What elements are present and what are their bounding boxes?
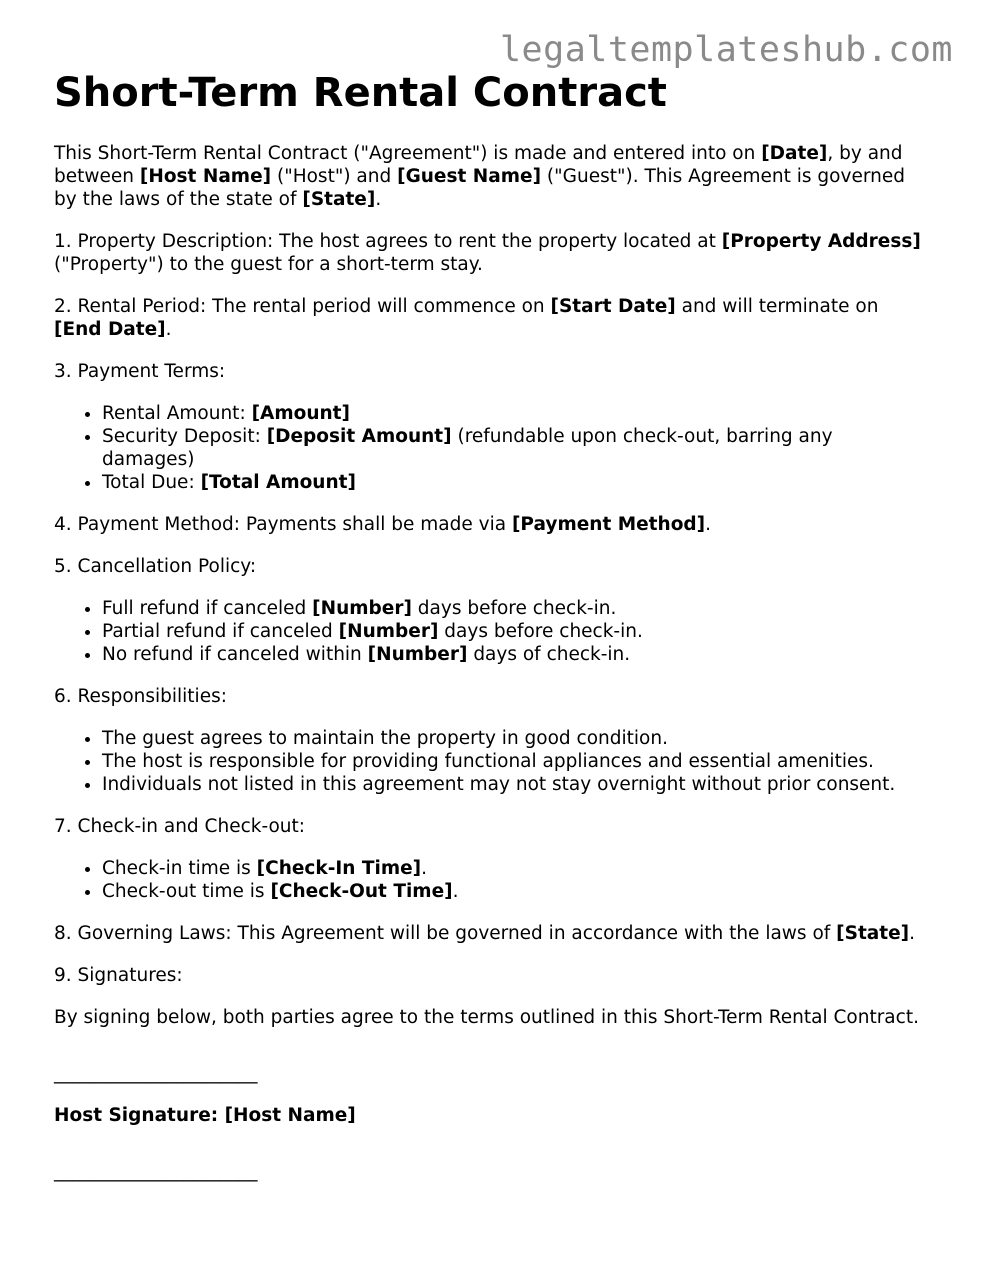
checkin-time-placeholder: [Check-In Time]: [256, 858, 422, 879]
cancellation-list: [54, 597, 924, 666]
section-responsibilities-heading: 6. Responsibilities:: [54, 686, 227, 707]
item-label: Check-in time is: [102, 858, 257, 879]
total-amount-placeholder: [Total Amount]: [200, 472, 356, 493]
section-text: .: [705, 514, 711, 535]
section-text: 2. Rental Period: The rental period will commence on: [54, 296, 551, 317]
section-payment-terms-heading: 3. Payment Terms:: [54, 361, 226, 382]
signatures-paragraph: By signing below, both parties agree to the terms outlined in this Short-Term Rental Contract.: [54, 1007, 919, 1028]
section-payment-method: [54, 513, 924, 536]
section-text: 4. Payment Method: Payments shall be made via: [54, 514, 512, 535]
list-item: [102, 880, 924, 903]
section-text: .: [909, 923, 916, 944]
item-text: days of check-in.: [467, 644, 631, 665]
list-item: [102, 471, 924, 494]
state-placeholder: [State]: [302, 189, 376, 210]
list-item: • Individuals not listed in this agreement may not stay overnight without prior consent.: [102, 773, 924, 796]
item-text: (refundable upon check-out, barring any damages): [102, 426, 833, 470]
item-label: Security Deposit:: [102, 426, 267, 447]
item-text: days before check-in.: [438, 621, 643, 642]
number-placeholder: [Number]: [312, 598, 412, 619]
site-watermark: legaltemplateshub.com: [499, 30, 953, 70]
list-item: [102, 402, 924, 425]
item-text: days before check-in.: [411, 598, 617, 619]
guest-signature-line: ______________________: [54, 1161, 258, 1182]
section-text: .: [165, 319, 172, 340]
responsibilities-list: [54, 727, 924, 796]
section-text: ("Property") to the guest for a short-term stay.: [54, 254, 483, 275]
section-signatures-heading: 9. Signatures:: [54, 965, 183, 986]
guest-name-placeholder: [Guest Name]: [397, 166, 542, 187]
list-item: • The guest agrees to maintain the property in good condition.: [102, 727, 924, 750]
item-text: .: [452, 881, 459, 902]
item-label: Total Due:: [102, 472, 201, 493]
start-date-placeholder: [Start Date]: [550, 296, 676, 317]
intro-text: ("Guest"). This Agreement is governed by the laws of the state of: [54, 166, 905, 210]
section-governing-laws: [54, 922, 924, 945]
intro-paragraph: [54, 142, 924, 211]
item-label: Full refund if canceled: [102, 598, 313, 619]
deposit-amount-placeholder: [Deposit Amount]: [266, 426, 452, 447]
item-text: .: [421, 858, 427, 879]
host-signature-label: Host Signature: [Host Name]: [54, 1105, 356, 1126]
item-label: Check-out time is: [102, 881, 271, 902]
host-signature-line: ______________________: [54, 1063, 258, 1084]
list-item: [102, 425, 924, 471]
intro-text: This Short-Term Rental Contract ("Agreement") is made and entered into on: [54, 143, 762, 164]
payment-method-placeholder: [Payment Method]: [511, 514, 706, 535]
list-item: [102, 620, 924, 643]
section-text: 1. Property Description: The host agrees to rent the property located at: [54, 231, 722, 252]
list-item: [102, 597, 924, 620]
end-date-placeholder: [End Date]: [54, 319, 166, 340]
list-item: [102, 643, 924, 666]
section-property-description: [54, 230, 924, 276]
host-name-placeholder: [Host Name]: [139, 166, 272, 187]
number-placeholder: [Number]: [367, 644, 468, 665]
state-placeholder: [State]: [836, 923, 910, 944]
checkin-list: [54, 857, 924, 903]
item-label: No refund if canceled within: [102, 644, 368, 665]
contract-document: [54, 68, 924, 1202]
section-text: and will terminate on: [675, 296, 879, 317]
amount-placeholder: [Amount]: [251, 403, 350, 424]
section-rental-period: [54, 295, 924, 341]
list-item: [102, 857, 924, 880]
section-text: 8. Governing Laws: This Agreement will be governed in accordance with the laws of: [54, 923, 837, 944]
number-placeholder: [Number]: [338, 621, 439, 642]
intro-text: , by and between: [54, 143, 903, 187]
payment-terms-list: [54, 402, 924, 494]
item-label: Rental Amount:: [102, 403, 252, 424]
section-checkin-heading: 7. Check-in and Check-out:: [54, 816, 306, 837]
item-label: Partial refund if canceled: [102, 621, 339, 642]
document-title: Short-Term Rental Contract: [54, 70, 667, 116]
intro-text: ("Host") and: [271, 166, 398, 187]
checkout-time-placeholder: [Check-Out Time]: [270, 881, 453, 902]
property-address-placeholder: [Property Address]: [721, 231, 921, 252]
intro-text: .: [375, 189, 382, 210]
list-item: • The host is responsible for providing functional appliances and essential amenities.: [102, 750, 924, 773]
section-cancellation-heading: 5. Cancellation Policy:: [54, 556, 257, 577]
date-placeholder: [Date]: [761, 143, 828, 164]
